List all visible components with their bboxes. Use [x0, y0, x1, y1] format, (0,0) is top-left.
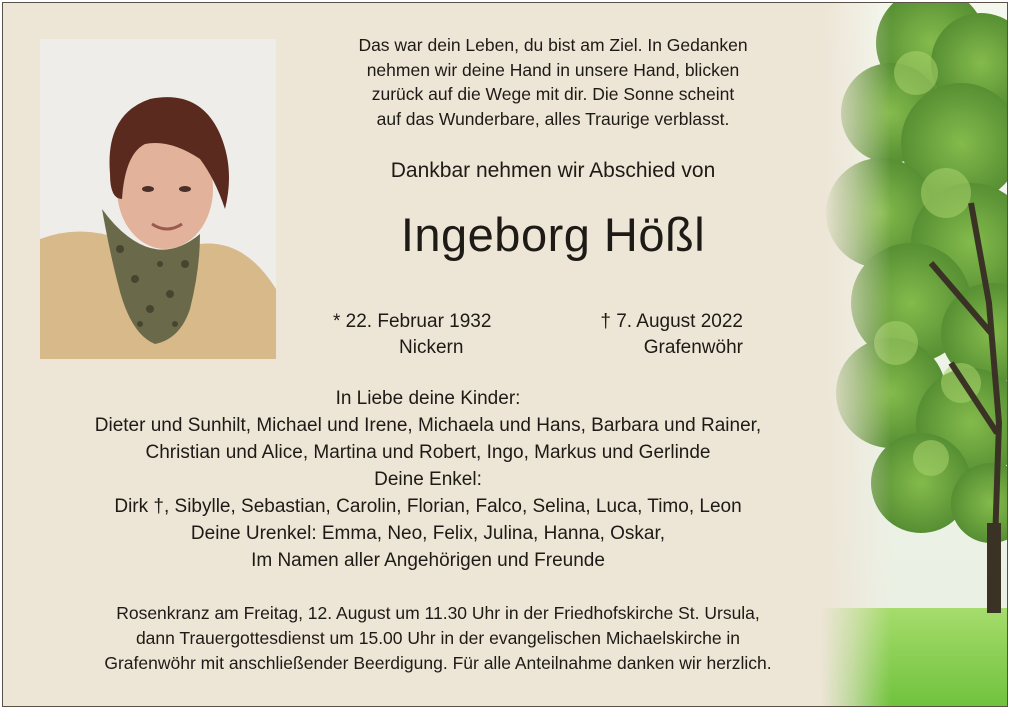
- poem-line: nehmen wir deine Hand in unsere Hand, blicken: [366, 59, 740, 80]
- family-list: [3, 385, 853, 574]
- life-dates: [333, 309, 743, 361]
- birth-place: Nickern: [399, 337, 464, 358]
- family-line: In Liebe deine Kinder:: [335, 388, 521, 409]
- poem: [283, 33, 823, 131]
- obituary-card: [2, 2, 1008, 707]
- family-line: Im Namen aller Angehörigen und Freunde: [251, 550, 605, 571]
- service-info: [3, 601, 873, 676]
- death-date: † 7. August 2022: [600, 311, 743, 332]
- birth-date: * 22. Februar 1932: [333, 311, 492, 332]
- poem-line: zurück auf die Wege mit dir. Die Sonne scheint: [371, 84, 735, 104]
- death-place: Grafenwöhr: [643, 337, 743, 358]
- portrait-photo: [40, 39, 276, 359]
- family-line: Dieter und Sunhilt, Michael und Irene, Michaela und Hans, Barbara und Rainer,: [94, 415, 762, 436]
- poem-line: Das war dein Leben, du bist am Ziel. In Gedanken: [358, 35, 748, 55]
- service-line: dann Trauergottesdienst um 15.00 Uhr in der evangelischen Michaelskirche in: [135, 628, 741, 648]
- farewell-line: Dankbar nehmen wir Abschied von: [390, 159, 716, 182]
- family-line: Christian und Alice, Martina und Robert, Ingo, Markus und Gerlinde: [145, 442, 711, 463]
- deceased-name: Ingeborg Hößl: [400, 208, 706, 261]
- poem-line: auf das Wunderbare, alles Traurige verblasst.: [376, 108, 730, 129]
- service-line: Grafenwöhr mit anschließender Beerdigung. Für alle Anteilnahme danken wir herzlich.: [104, 653, 772, 673]
- family-line: Deine Enkel:: [374, 469, 482, 490]
- service-line: Rosenkranz am Freitag, 12. August um 11.30 Uhr in der Friedhofskirche St. Ursula,: [116, 603, 760, 623]
- family-line: Dirk †, Sibylle, Sebastian, Carolin, Florian, Falco, Selina, Luca, Timo, Leon: [114, 496, 742, 517]
- family-line: Deine Urenkel: Emma, Neo, Felix, Julina, Hanna, Oskar,: [190, 523, 666, 544]
